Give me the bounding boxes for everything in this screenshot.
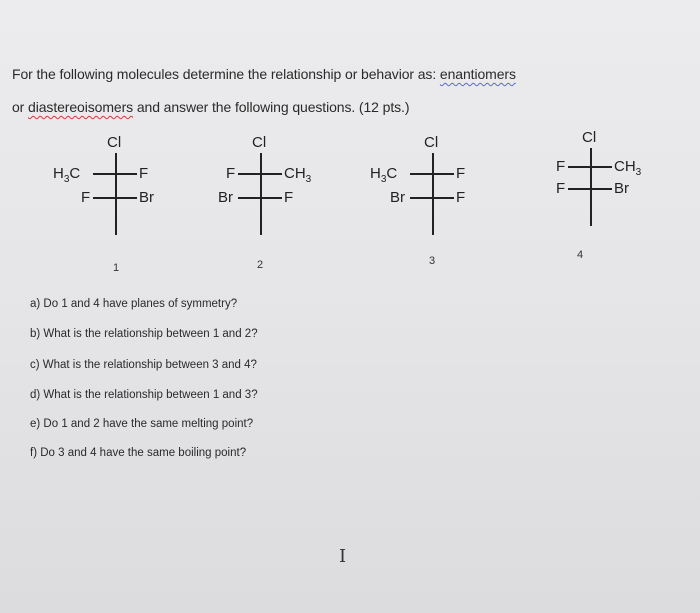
instructions-text-2: or <box>12 99 29 115</box>
molecule-number-3: 3 <box>429 255 436 267</box>
question-c: c) What is the relationship between 3 and 4? <box>30 359 257 371</box>
question-d: d) What is the relationship between 1 and 3? <box>30 389 258 401</box>
row2-right: Br <box>614 180 629 197</box>
fischer-projection-1 <box>45 135 195 245</box>
top-substituent: Cl <box>107 134 122 151</box>
row2-left: F <box>556 180 566 197</box>
molecule-number-2: 2 <box>257 259 264 271</box>
top-substituent: Cl <box>582 129 597 146</box>
row2-left: Br <box>390 189 405 206</box>
horizontal-bond-1 <box>410 173 454 175</box>
horizontal-bond-2 <box>238 197 282 199</box>
horizontal-bond-2 <box>93 197 137 199</box>
instructions-text: For the following molecules determine the relationship or behavior as: <box>12 66 440 82</box>
molecule-number-1: 1 <box>113 262 120 274</box>
vertical-bond <box>115 153 117 235</box>
row1-left: F <box>226 165 236 182</box>
question-a: a) Do 1 and 4 have planes of symmetry? <box>30 298 238 310</box>
instructions-line-2 <box>12 99 409 115</box>
top-substituent: Cl <box>252 134 267 151</box>
molecule-number-4: 4 <box>577 249 584 261</box>
question-e: e) Do 1 and 2 have the same melting point? <box>30 418 254 430</box>
row1-right: F <box>456 165 466 182</box>
horizontal-bond-2 <box>568 188 612 190</box>
diastereoisomers-word: diastereoisomers <box>28 99 134 115</box>
instructions-line-1 <box>12 66 516 82</box>
vertical-bond <box>590 148 592 226</box>
vertical-bond <box>260 153 262 235</box>
instructions-text-3: and answer the following questions. (12 pts.) <box>133 99 410 115</box>
horizontal-bond-2 <box>410 197 454 199</box>
row2-right: Br <box>139 189 154 206</box>
fischer-projection-3 <box>362 135 512 245</box>
row1-right: F <box>139 165 149 182</box>
horizontal-bond-1 <box>238 173 282 175</box>
horizontal-bond-1 <box>568 166 612 168</box>
row2-right: F <box>284 189 294 206</box>
row2-right: F <box>456 189 466 206</box>
question-b: b) What is the relationship between 1 and 2? <box>30 328 258 340</box>
row2-left: Br <box>218 189 233 206</box>
fischer-projection-4 <box>520 130 670 240</box>
top-substituent: Cl <box>424 134 439 151</box>
row1-left: F <box>556 158 566 175</box>
horizontal-bond-1 <box>93 173 137 175</box>
enantiomers-word: enantiomers <box>439 66 516 82</box>
text-cursor-icon: I <box>339 546 347 567</box>
fischer-projection-2 <box>190 135 340 245</box>
row1-right: $CH_3$ <box>614 158 642 178</box>
row1-right: $CH_3$ <box>284 165 312 185</box>
vertical-bond <box>432 153 434 235</box>
row1-left: $H_3C$ <box>53 165 81 185</box>
row2-left: F <box>81 189 91 206</box>
row1-left: $H_3C$ <box>370 165 398 185</box>
question-f: f) Do 3 and 4 have the same boiling point? <box>30 447 247 459</box>
